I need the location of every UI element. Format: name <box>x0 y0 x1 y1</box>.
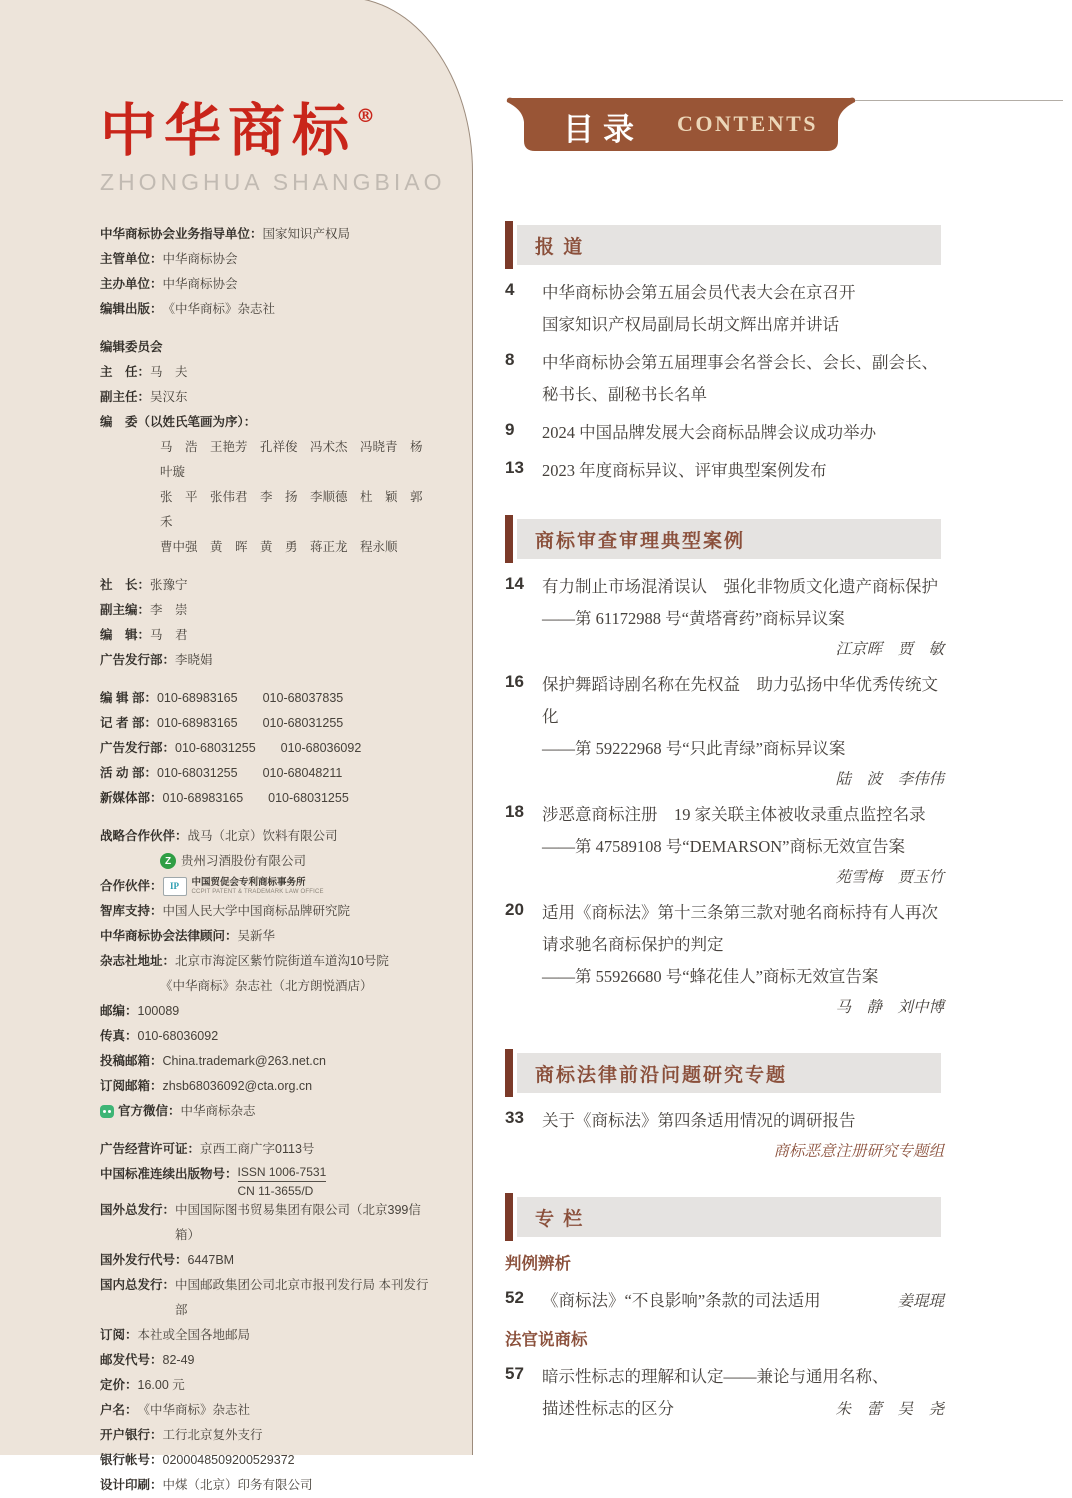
sidebar-info-value: 010-68983165 010-68031255 <box>162 791 349 805</box>
sidebar-info-line <box>100 711 434 736</box>
toc-item-line <box>542 1393 954 1425</box>
contents-title-en: CONTENTS <box>677 111 819 136</box>
wechat-icon <box>100 1105 114 1118</box>
sidebar-info-line <box>100 1323 434 1348</box>
sidebar-info-line <box>100 1198 434 1248</box>
sidebar-info-label: 开户银行： <box>100 1428 163 1442</box>
toc-item-page-number: 52 <box>505 1288 524 1307</box>
sidebar-info-line <box>100 623 434 648</box>
sidebar-info-label: 订阅邮箱： <box>100 1079 163 1093</box>
sidebar-info-line <box>100 849 434 874</box>
toc-item-line: 有力制止市场混淆误认 强化非物质文化遗产商标保护 <box>542 577 938 596</box>
sidebar-info-label: 投稿邮箱： <box>100 1054 163 1068</box>
toc-item-page-number: 14 <box>505 574 524 593</box>
sidebar-info-value: 《中华商标》杂志社（北方朗悦酒店） <box>160 979 373 993</box>
sidebar-info-line <box>100 1074 434 1099</box>
toc-item-page-number: 13 <box>505 458 524 477</box>
toc-section-header <box>505 1193 941 1241</box>
toc-item <box>505 417 1067 449</box>
sidebar-info-value: 010-68036092 <box>137 1029 219 1043</box>
sidebar-info-label: 主办单位： <box>100 277 163 291</box>
sidebar-info-line <box>100 272 434 297</box>
toc-section-header <box>505 515 941 563</box>
sidebar-info-value: 中国邮政集团公司北京市报刊发行局 本刊发行部 <box>175 1278 429 1317</box>
sidebar-info-label: 合作伙伴： <box>100 879 163 893</box>
section-accent-bar <box>505 1049 513 1097</box>
section-title-bar <box>517 1053 941 1093</box>
sidebar-info-label: 传真： <box>100 1029 138 1043</box>
section-title: 商标法律前沿问题研究专题 <box>535 1064 788 1086</box>
sidebar-info-value: 中国国际图书贸易集团有限公司（北京399信箱） <box>175 1203 421 1242</box>
toc-item-line: 暗示性标志的理解和认定——兼论与通用名称、 <box>542 1367 889 1386</box>
sidebar-info-label: 国外总发行： <box>100 1203 176 1217</box>
sidebar-info-label: 中华商标协会业务指导单位： <box>100 227 263 241</box>
sidebar-info-line <box>100 1248 434 1273</box>
sidebar-info-label: 官方微信： <box>118 1104 181 1118</box>
sidebar-info-line <box>100 1049 434 1074</box>
toc-item-line: ——第 55926680 号“蜂花佳人”商标无效宣告案 <box>542 967 879 986</box>
toc-item-line: ——第 59222968 号“只此青绿”商标异议案 <box>542 739 846 758</box>
section-title-bar <box>517 519 941 559</box>
toc-item-body <box>542 455 954 487</box>
toc-item-title: 《商标法》“不良影响”条款的司法适用 <box>542 1291 821 1310</box>
toc-item-line: 2023 年度商标异议、评审典型案例发布 <box>542 461 827 480</box>
sidebar-info-line <box>100 335 434 360</box>
section-items <box>505 571 1067 1021</box>
toc-item-authors: 朱 蕾 吴 尧 <box>835 1400 944 1418</box>
magazine-logo <box>100 80 434 167</box>
sidebar-info-value: zhsb68036092@cta.org.cn <box>162 1079 313 1093</box>
toc-item-title: 描述性标志的区分 <box>542 1399 674 1418</box>
table-of-contents <box>505 0 1067 1425</box>
toc-item-line: 保护舞蹈诗剧名称在先权益 助力弘扬中华优秀传统文化 <box>542 675 938 726</box>
sidebar-info-value: 100089 <box>137 1004 180 1018</box>
toc-item-authors: 江京晖 贾 敏 <box>835 640 944 658</box>
sidebar-info-line <box>100 410 434 435</box>
sidebar-info-value: 李 崇 <box>150 603 188 617</box>
sidebar-info-line <box>100 824 434 849</box>
sidebar-info-label: 国外发行代号： <box>100 1253 188 1267</box>
sidebar-info-label: 编 委（以姓氏笔画为序）： <box>100 415 257 429</box>
section-title: 专 栏 <box>535 1208 585 1230</box>
sidebar-info-label: 中华商标协会法律顾问： <box>100 929 238 943</box>
sidebar-info-label: 主管单位： <box>100 252 163 266</box>
sidebar-info-line <box>100 874 434 899</box>
toc-item <box>505 1361 1067 1425</box>
sidebar-info-value: 6447BM <box>187 1253 235 1267</box>
section-items <box>505 1105 1067 1165</box>
toc-item <box>505 799 1067 891</box>
sidebar-info-stacked-line2: CCPIT PATENT & TRADEMARK LAW OFFICE <box>191 889 324 895</box>
toc-item-body <box>542 1361 954 1425</box>
toc-item-line: 2024 中国品牌发展大会商标品牌会议成功举办 <box>542 423 877 442</box>
sidebar-info-stacked-line2: CN 11-3655/D <box>237 1184 314 1198</box>
toc-item-body <box>542 1105 954 1165</box>
toc-item-line: 中华商标协会第五届会员代表大会在京召开 <box>542 283 856 302</box>
sidebar-info-label: 设计印刷： <box>100 1478 163 1492</box>
toc-item <box>505 571 1067 663</box>
sidebar-info-line <box>100 1473 434 1498</box>
section-items <box>505 1249 1067 1425</box>
sidebar-info-value: 0200048509200529372 <box>162 1453 295 1467</box>
sidebar-info-stacked-value <box>238 1165 327 1198</box>
toc-subsection-title: 法官说商标 <box>505 1331 588 1349</box>
sidebar-info-label: 战略合作伙伴： <box>100 829 188 843</box>
toc-item-line: 秘书长、副秘书长名单 <box>542 385 707 404</box>
sidebar-info-value: 010-68983165 010-68037835 <box>156 691 344 705</box>
toc-section <box>505 515 1067 1021</box>
sidebar-info-line <box>100 761 434 786</box>
magazine-logo-text: 中华商标 <box>100 97 356 164</box>
section-accent-bar <box>505 1193 513 1241</box>
toc-item-page-number: 57 <box>505 1364 524 1383</box>
section-title-bar <box>517 225 941 265</box>
sidebar-info-value: 马 君 <box>150 628 188 642</box>
magazine-info-sidebar <box>0 0 473 1492</box>
toc-item-page-number: 4 <box>505 280 515 299</box>
sidebar-info-label: 订阅： <box>100 1328 138 1342</box>
section-items <box>505 277 1067 487</box>
toc-section-header <box>505 221 941 269</box>
sidebar-info-line <box>100 485 434 535</box>
section-title: 商标审查审理典型案例 <box>535 530 746 552</box>
sidebar-info-value: 马 浩 王艳芳 孔祥俊 冯术杰 冯晓青 杨叶璇 <box>160 440 423 479</box>
toc-item-body <box>542 417 954 449</box>
toc-item-line: 涉恶意商标注册 19 家关联主体被收录重点监控名录 <box>542 805 926 824</box>
toc-section <box>505 1049 1067 1165</box>
toc-item-authors: 马 静 刘中博 <box>835 998 944 1016</box>
sidebar-info-value: 010-68031255 010-68048211 <box>156 766 343 780</box>
sidebar-info-value: 李晓娟 <box>175 653 213 667</box>
toc-item-page-number: 8 <box>505 350 515 369</box>
sidebar-info-label: 广告发行部： <box>100 741 176 755</box>
sidebar-info-label: 记 者 部： <box>100 716 157 730</box>
sidebar-info-line <box>100 247 434 272</box>
sidebar-info-line <box>100 1423 434 1448</box>
section-accent-bar <box>505 221 513 269</box>
toc-item-page-number: 20 <box>505 900 524 919</box>
sidebar-info-line <box>100 360 434 385</box>
sidebar-info-value: 本社或全国各地邮局 <box>137 1328 251 1342</box>
sidebar-info-label: 广告发行部： <box>100 653 176 667</box>
sidebar-info-line <box>100 686 434 711</box>
sidebar-info-label: 邮编： <box>100 1004 138 1018</box>
sidebar-info-line <box>100 535 434 560</box>
sidebar-info-value: 国家知识产权局 <box>262 227 351 241</box>
section-title: 报 道 <box>535 236 585 258</box>
toc-item-authors: 苑雪梅 贾玉竹 <box>835 868 944 886</box>
sidebar-info-label: 副主任： <box>100 390 151 404</box>
sidebar-info-stacked-line1: 中国贸促会专利商标事务所 <box>191 877 306 888</box>
toc-item-page-number: 16 <box>505 672 524 691</box>
sidebar-info-line <box>100 222 434 247</box>
sidebar-info-label: 中国标准连续出版物号： <box>100 1167 238 1181</box>
magazine-logo-block <box>100 80 446 196</box>
sidebar-info-label: 副主编： <box>100 603 151 617</box>
toc-item-line: 适用《商标法》第十三条第三款对驰名商标持有人再次 <box>542 903 938 922</box>
toc-sections <box>505 221 1067 1425</box>
toc-item-page-number: 18 <box>505 802 524 821</box>
sidebar-info-value: 《中华商标》杂志社 <box>137 1403 251 1417</box>
sidebar-info-label: 编辑委员会 <box>100 340 163 354</box>
toc-item <box>505 669 1067 793</box>
toc-section <box>505 221 1067 487</box>
toc-item-line: 请求驰名商标保护的判定 <box>542 935 724 954</box>
toc-item-authors: 姜琨琨 <box>897 1292 944 1310</box>
sidebar-info-value: 吴新华 <box>237 929 276 943</box>
sidebar-info-value: 北京市海淀区紫竹院街道车道沟10号院 <box>175 954 389 968</box>
sidebar-info-line <box>100 1273 434 1323</box>
section-accent-bar <box>505 515 513 563</box>
sidebar-info-stacked-line1: ISSN 1006-7531 <box>238 1165 327 1182</box>
toc-item-line: 国家知识产权局副局长胡文辉出席并讲话 <box>542 315 839 334</box>
sidebar-info-line <box>100 949 434 974</box>
sidebar-info-value: 马 夫 <box>150 365 188 379</box>
toc-item-authors: 陆 波 李伟伟 <box>835 770 944 788</box>
toc-item-line <box>542 1285 954 1317</box>
sidebar-info-value: 中华商标杂志 <box>180 1104 256 1118</box>
sidebar-info-value: 010-68031255 010-68036092 <box>175 741 362 755</box>
sidebar-info-label: 主 任： <box>100 365 151 379</box>
toc-subsection-title: 判例辨析 <box>505 1255 571 1273</box>
sidebar-info-label: 编辑出版： <box>100 302 163 316</box>
sidebar-info-label: 户名： <box>100 1403 138 1417</box>
toc-item-body <box>542 669 954 793</box>
sidebar-info-line <box>100 435 434 485</box>
sidebar-info-label: 社 长： <box>100 578 151 592</box>
magazine-masthead-info <box>100 222 434 1498</box>
sidebar-info-line <box>100 974 434 999</box>
sidebar-info-value: 工行北京复外支行 <box>162 1428 263 1442</box>
toc-item-line: 中华商标协会第五届理事会名誉会长、会长、副会长、 <box>542 353 938 372</box>
toc-item-body <box>542 347 954 411</box>
sidebar-info-line <box>100 1099 434 1124</box>
sidebar-info-label: 智库支持： <box>100 904 163 918</box>
toc-item-line: ——第 61172988 号“黄塔膏药”商标异议案 <box>542 609 845 628</box>
sidebar-info-label: 国内总发行： <box>100 1278 176 1292</box>
toc-item <box>505 347 1067 411</box>
sidebar-info-value: 张 平 张伟君 李 扬 李顺德 杜 颖 郭 禾 <box>160 490 436 529</box>
sidebar-info-value: 82-49 <box>162 1353 195 1367</box>
toc-item-body <box>542 799 954 891</box>
sidebar-info-value: 中华商标协会 <box>162 252 238 266</box>
sidebar-info-label: 活 动 部： <box>100 766 157 780</box>
toc-item <box>505 455 1067 487</box>
toc-item-body <box>542 277 954 341</box>
toc-item-line: 关于《商标法》第四条适用情况的调研报告 <box>542 1111 856 1130</box>
sidebar-info-line <box>100 573 434 598</box>
toc-item-body <box>542 897 954 1021</box>
sidebar-info-value: 16.00 元 <box>137 1378 185 1392</box>
sidebar-info-line <box>100 1137 434 1162</box>
sidebar-info-value: 010-68983165 010-68031255 <box>156 716 344 730</box>
toc-item <box>505 897 1067 1021</box>
sidebar-info-value: 曹中强 黄 晖 黄 勇 蒋正龙 程永顺 <box>160 540 398 554</box>
toc-section <box>505 1193 1067 1425</box>
sidebar-info-label: 广告经营许可证： <box>100 1142 201 1156</box>
sidebar-info-label: 编 辑： <box>100 628 151 642</box>
contents-title-cn: 目录 <box>563 112 643 147</box>
sidebar-info-line <box>100 999 434 1024</box>
sidebar-info-line <box>100 1348 434 1373</box>
registered-trademark-icon: ® <box>356 105 375 127</box>
sidebar-info-line <box>100 1024 434 1049</box>
sidebar-info-value: 京西工商广字0113号 <box>200 1142 315 1156</box>
sidebar-info-value: 张豫宁 <box>150 578 188 592</box>
sidebar-info-line <box>100 1398 434 1423</box>
toc-item-body <box>542 571 954 663</box>
sidebar-info-label: 杂志社地址： <box>100 954 176 968</box>
toc-item-page-number: 33 <box>505 1108 524 1127</box>
contents-banner <box>505 95 857 153</box>
sidebar-info-label: 定价： <box>100 1378 138 1392</box>
sidebar-info-value: 中华商标协会 <box>162 277 238 291</box>
sidebar-info-label: 编 辑 部： <box>100 691 157 705</box>
sidebar-info-label: 银行帐号： <box>100 1453 163 1467</box>
sidebar-info-line <box>100 648 434 673</box>
magazine-logo-pinyin: ZHONGHUA SHANGBIAO <box>100 169 446 195</box>
toc-section-header <box>505 1049 941 1097</box>
sidebar-info-line <box>100 736 434 761</box>
toc-item <box>505 1105 1067 1165</box>
sidebar-info-line <box>100 1373 434 1398</box>
header-rule-line <box>855 100 1063 101</box>
sidebar-info-line <box>100 1448 434 1473</box>
sidebar-info-stacked-value <box>192 878 324 896</box>
section-title-bar <box>517 1197 941 1237</box>
toc-item-line: ——第 47589108 号“DEMARSON”商标无效宣告案 <box>542 837 905 856</box>
sidebar-info-value: 战马（北京）饮料有限公司 <box>187 829 338 843</box>
sidebar-info-line <box>100 924 434 949</box>
sidebar-info-value: 中煤（北京）印务有限公司 <box>162 1478 313 1492</box>
sidebar-info-line <box>100 786 434 811</box>
sidebar-info-value: 贵州习酒股份有限公司 <box>181 854 307 868</box>
toc-item <box>505 277 1067 341</box>
sidebar-info-line <box>100 899 434 924</box>
toc-item-authors: 商标恶意注册研究专题组 <box>773 1142 944 1160</box>
sidebar-info-value: 中国人民大学中国商标品牌研究院 <box>162 904 351 918</box>
sidebar-info-label: 邮发代号： <box>100 1353 163 1367</box>
sidebar-info-value: 吴汉东 <box>150 390 188 404</box>
toc-item-page-number: 9 <box>505 420 515 439</box>
sidebar-info-line <box>100 598 434 623</box>
sidebar-info-label: 新媒体部： <box>100 791 163 805</box>
sidebar-info-value: China.trademark@263.net.cn <box>162 1054 326 1068</box>
ccpit-logo-icon: IP <box>163 877 187 896</box>
sidebar-info-line <box>100 1162 434 1198</box>
xijiu-liquor-logo-icon: Z <box>160 853 176 869</box>
toc-item-body <box>542 1285 954 1317</box>
sidebar-info-line <box>100 385 434 410</box>
sidebar-info-value: 《中华商标》杂志社 <box>162 302 276 316</box>
toc-item <box>505 1285 1067 1317</box>
sidebar-info-line <box>100 297 434 322</box>
contents-banner-row <box>505 95 1067 153</box>
